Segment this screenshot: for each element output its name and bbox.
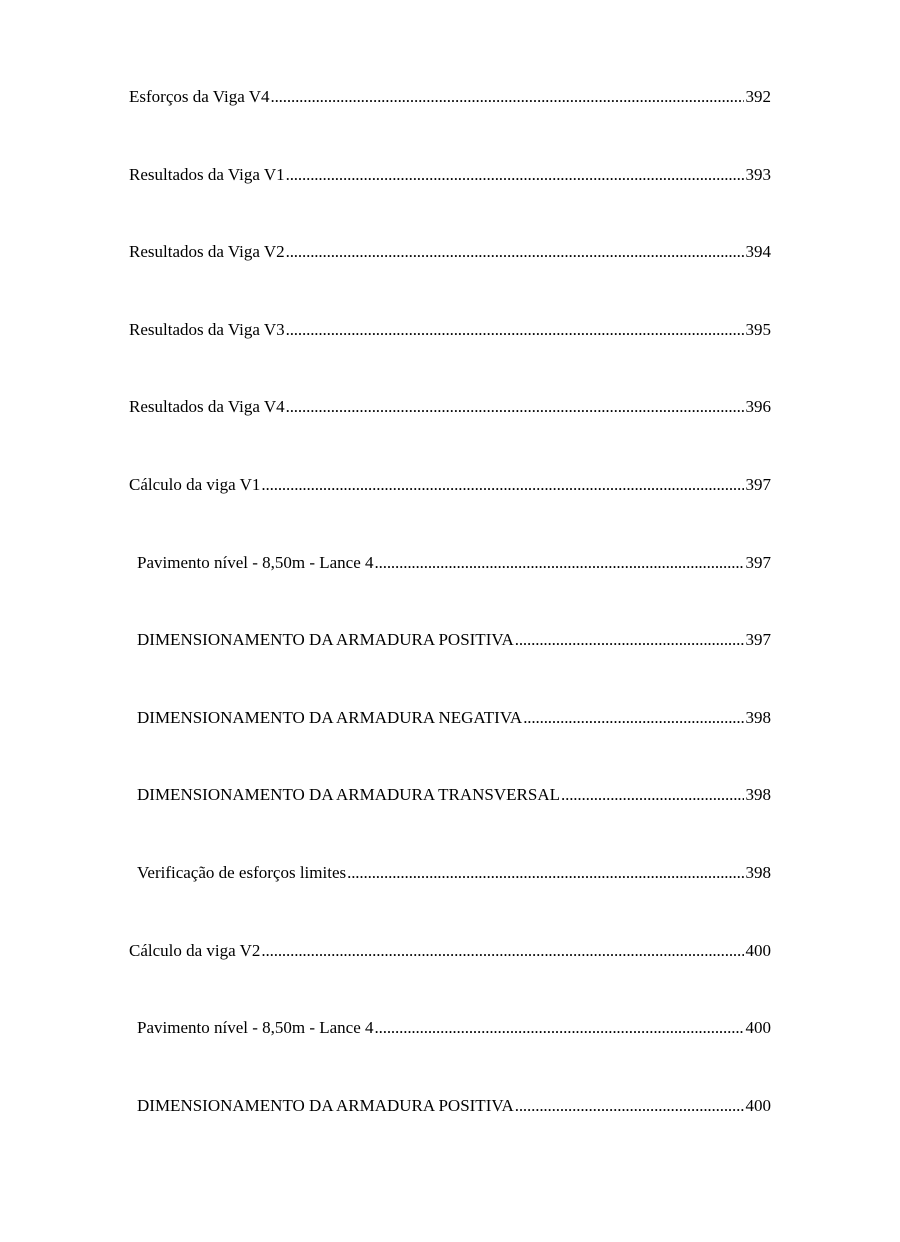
dot-leader: [286, 241, 744, 263]
toc-entry[interactable]: [129, 86, 771, 164]
toc-page-number: 397: [745, 474, 771, 494]
dot-leader: [286, 396, 744, 418]
toc-page-number: 393: [745, 164, 771, 184]
toc-entry[interactable]: [129, 474, 771, 552]
dot-leader: [515, 1095, 744, 1117]
dot-leader: [375, 552, 744, 574]
toc-entry[interactable]: [129, 940, 771, 1018]
toc-entry-title: Resultados da Viga V1: [129, 164, 285, 184]
toc-subentry[interactable]: [129, 784, 771, 862]
dot-leader: [561, 784, 744, 806]
toc-entry-title: Cálculo da viga V1: [129, 474, 261, 494]
toc-page-number: 398: [745, 785, 771, 805]
table-of-contents: [129, 86, 771, 1172]
dot-leader: [515, 629, 744, 651]
toc-page-number: 396: [745, 397, 771, 417]
toc-entry-title: DIMENSIONAMENTO DA ARMADURA TRANSVERSAL: [137, 785, 560, 805]
toc-page-number: 400: [745, 1095, 771, 1115]
toc-page-number: 392: [745, 87, 771, 106]
toc-entry-title: Pavimento nível - 8,50m - Lance 4: [137, 1018, 374, 1038]
toc-entry-title: DIMENSIONAMENTO DA ARMADURA NEGATIVA: [137, 707, 523, 727]
toc-entry[interactable]: [129, 396, 771, 474]
toc-entry-title: Resultados da Viga V3: [129, 319, 285, 339]
toc-entry-title: Esforços da Viga V4: [129, 87, 270, 106]
toc-entry-title: Resultados da Viga V2: [129, 242, 285, 262]
toc-entry-title: Pavimento nível - 8,50m - Lance 4: [137, 552, 374, 572]
toc-entry-title: Resultados da Viga V4: [129, 397, 285, 417]
toc-entry-title: Verificação de esforços limites: [137, 862, 347, 882]
toc-subentry[interactable]: [129, 552, 771, 630]
toc-page-number: 394: [745, 242, 771, 262]
dot-leader: [286, 164, 744, 186]
toc-page-number: 398: [745, 862, 771, 882]
dot-leader: [261, 474, 743, 496]
dot-leader: [375, 1017, 744, 1039]
toc-subentry[interactable]: [129, 862, 771, 940]
dot-leader: [261, 940, 743, 962]
toc-page-number: 398: [745, 707, 771, 727]
toc-page-number: 397: [745, 552, 771, 572]
toc-page-number: 400: [745, 940, 771, 960]
toc-entry[interactable]: [129, 164, 771, 242]
toc-page-number: 400: [745, 1018, 771, 1038]
dot-leader: [286, 319, 744, 341]
toc-subentry[interactable]: [129, 1095, 771, 1173]
toc-entry-title: Cálculo da viga V2: [129, 940, 261, 960]
toc-entry[interactable]: [129, 319, 771, 397]
toc-subentry[interactable]: [129, 707, 771, 785]
toc-subentry[interactable]: [129, 629, 771, 707]
toc-entry-title: DIMENSIONAMENTO DA ARMADURA POSITIVA: [137, 630, 514, 650]
toc-subentry[interactable]: [129, 1017, 771, 1095]
dot-leader: [270, 86, 743, 108]
dot-leader: [523, 707, 743, 729]
toc-page-number: 395: [745, 319, 771, 339]
dot-leader: [347, 862, 743, 884]
toc-entry-title: DIMENSIONAMENTO DA ARMADURA POSITIVA: [137, 1095, 514, 1115]
toc-entry[interactable]: [129, 241, 771, 319]
toc-page-number: 397: [745, 630, 771, 650]
